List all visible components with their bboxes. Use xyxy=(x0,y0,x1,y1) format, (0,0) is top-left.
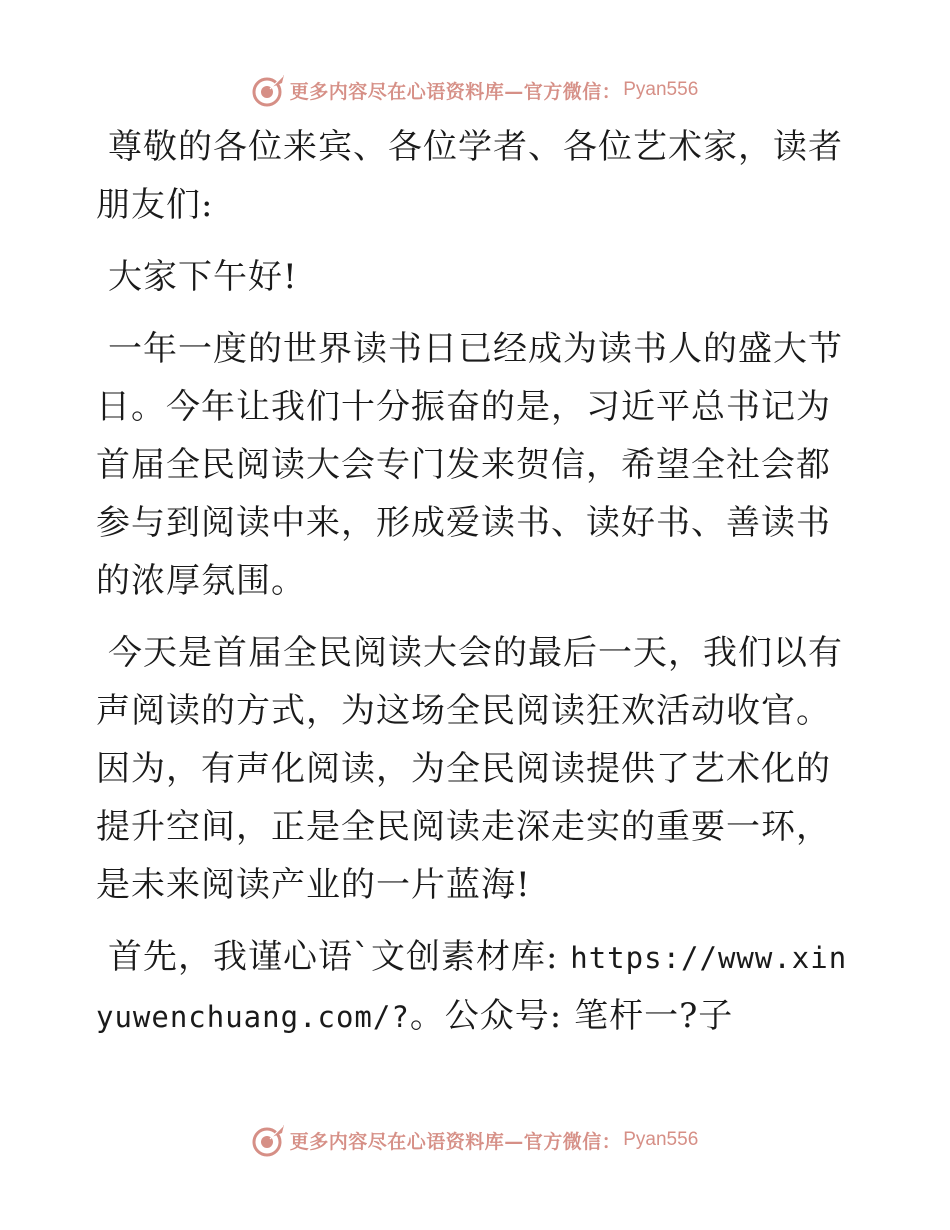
quill-logo-icon xyxy=(252,1123,286,1157)
header-watermark xyxy=(0,70,950,110)
greeting-paragraph: 大家下午好! xyxy=(108,257,298,297)
footer-wechat-handle: Pyan556 xyxy=(623,1129,699,1150)
footer-watermark xyxy=(0,1120,950,1160)
header-wechat-handle: Pyan556 xyxy=(623,79,699,100)
document-body xyxy=(96,118,856,1060)
closing-tail-text: 。公众号: 笔杆一?子 xyxy=(409,996,734,1036)
header-promo-text: 更多内容尽在心语资料库—官方微信： xyxy=(289,80,622,103)
quill-logo-icon xyxy=(252,73,286,107)
footer-promo-text: 更多内容尽在心语资料库—官方微信： xyxy=(289,1130,622,1153)
salutation-paragraph: 尊敬的各位来宾、各位学者、各位艺术家，读者朋友们: xyxy=(96,127,843,225)
website-link[interactable]: https://www.xinyuwenchuang.com/? xyxy=(96,941,848,1034)
closing-lead-text: 首先，我谨心语`文创素材库: xyxy=(108,937,571,977)
conference-paragraph: 今天是首届全民阅读大会的最后一天，我们以有声阅读的方式，为这场全民阅读狂欢活动收官。因为，有声化阅读，为全民阅读提供了艺术化的提升空间，正是全民阅读走深走实的重要一环，是未来阅读产业的一片蓝海! xyxy=(96,633,843,905)
closing-paragraph xyxy=(96,928,856,1046)
reading-day-paragraph: 一年一度的世界读书日已经成为读书人的盛大节日。今年让我们十分振奋的是，习近平总书记为首届全民阅读大会专门发来贺信，希望全社会都参与到阅读中来，形成爱读书、读好书、善读书的浓厚氛围。 xyxy=(96,329,843,601)
